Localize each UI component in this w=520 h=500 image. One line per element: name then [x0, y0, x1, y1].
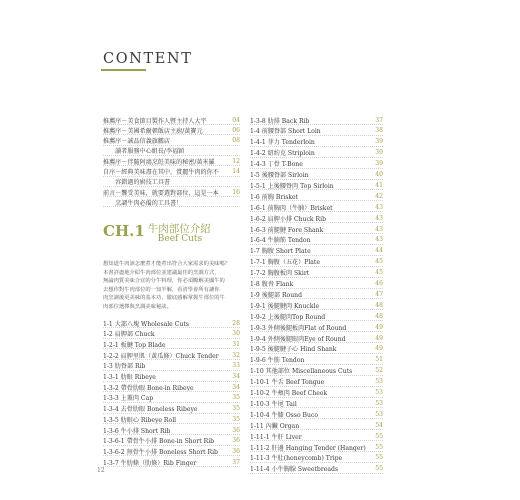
intro-line: 肉烹調後更美味的基本功，徹底感解掌握牛部位的牛	[103, 295, 225, 302]
toc-entry-label: 1-5-1 上後腰脊肉 Top Sirloin	[250, 182, 334, 190]
toc-entry-page: 35	[232, 394, 240, 402]
toc-entry-label: 1-3-3 上蓋肉 Cap	[103, 395, 154, 403]
toc-entry-label: 1-2 肩胛部 Chuck	[103, 331, 155, 339]
toc-row	[250, 246, 383, 256]
toc-entry-page: 31	[232, 340, 240, 348]
toc-row	[250, 170, 383, 180]
toc-entry-page: 47	[375, 290, 383, 298]
toc-entry-label: 1-9-6 牛筋 Tendon	[250, 357, 305, 365]
toc-entry-page: 48	[375, 312, 383, 320]
toc-row	[103, 339, 240, 349]
toc-row	[103, 457, 240, 467]
toc-entry-page: 12	[232, 157, 240, 165]
dotted-separator	[250, 320, 383, 321]
intro-line: 想知道牛肉該怎麼煮才能煮出符合大家需求的美味嗎？	[103, 261, 231, 267]
toc-entry-page: 16	[232, 188, 240, 196]
dotted-separator	[103, 206, 240, 207]
toc-entry-label: 1-7-2 胸腹板肉 Skirt	[250, 270, 310, 278]
chapter-subtitle: Beef Cuts	[157, 234, 203, 245]
toc-entry-page: 52	[375, 367, 383, 375]
toc-entry-page: 43	[375, 236, 383, 244]
toc-entry-page: 54	[375, 421, 383, 429]
toc-entry-label: 1-7-1 胸腹（五花）Plate	[250, 259, 320, 267]
dotted-separator	[250, 255, 383, 256]
toc-entry-label: 前言－饗受美味，就要選對部位，這是一本	[103, 189, 219, 197]
toc-entry-label: 推薦序－誠品信義旗艦店	[103, 138, 171, 146]
toc-row	[250, 126, 383, 136]
chapter-title: 牛肉部位介紹	[147, 223, 211, 235]
intro-line: 本書詳盡地介紹牛肉部位並建議最佳的烹調方式，	[103, 269, 220, 276]
front-matter-list	[103, 115, 240, 207]
toc-entry-label: 1-4-3 丁骨 T-Bone	[250, 161, 303, 169]
toc-row	[250, 235, 383, 245]
toc-entry-label: 1-6-4 牛腩筋 Tendon	[250, 237, 311, 245]
toc-entry-label: 1-9-1 後腿腱肉 Knuckle	[250, 302, 320, 310]
dotted-separator	[103, 466, 240, 467]
toc-entry-page: 45	[375, 258, 383, 266]
toc-entry-page: 04	[232, 116, 240, 124]
toc-row	[103, 446, 240, 456]
toc-entry-page: 38	[375, 127, 383, 135]
toc-row	[103, 329, 240, 339]
toc-row	[250, 159, 383, 169]
dotted-separator	[250, 364, 383, 365]
page-title: CONTENT	[103, 51, 193, 67]
dotted-separator	[250, 429, 383, 430]
toc-entry-label: 1-11-1 牛肝 Liver	[250, 433, 302, 441]
toc-entry-page: 08	[232, 137, 240, 145]
toc-entry-page: 30	[232, 330, 240, 338]
chapter-heading	[103, 224, 211, 244]
toc-entry-page: 28	[232, 319, 240, 327]
toc-row	[103, 414, 240, 424]
dotted-separator	[250, 189, 383, 190]
toc-row	[250, 202, 383, 212]
toc-entry-label: 1-4-1 菲力 Tenderloin	[250, 139, 315, 147]
toc-row	[250, 366, 383, 376]
page-number: 12	[97, 467, 105, 474]
toc-entry-page: 55	[375, 432, 383, 440]
toc-entry-label: 1-9-5 後腿腱子心 Hind Shank	[250, 346, 337, 354]
toc-entry-page: 14	[232, 168, 240, 175]
toc-entry-label: 推薦序－美國希爾頓飯店主廚/黃寶元	[103, 127, 203, 135]
toc-entry-label: 1-3-6-1 帶骨牛小排 Bone-in Short Rib	[103, 438, 215, 446]
toc-entry-page: 36	[232, 426, 240, 434]
intro-line: 去想你對牛肉部位的一知半解，看清學會所有讓你	[103, 286, 220, 293]
toc-entry-label: 1-10-4 牛膝 Osso Buco	[250, 411, 319, 419]
toc-row	[250, 300, 383, 310]
chapter-items-right	[250, 115, 383, 474]
toc-row	[250, 355, 383, 365]
toc-entry-page: 53	[375, 378, 383, 386]
toc-entry-page: 43	[375, 225, 383, 233]
toc-entry-label: 1-3-5 肋眼心 Ribeye Roll	[103, 416, 177, 424]
toc-entry-label: 推薦序－伴隨阿鴻烹飪美味的秘密/黃米羅	[103, 158, 215, 166]
toc-entry-label: 1-3-8 肋排 Back Rib	[250, 117, 310, 125]
dotted-separator	[250, 462, 383, 463]
dotted-separator	[250, 135, 383, 136]
toc-row	[250, 420, 383, 430]
toc-entry-label: 1-3-2 帶骨肋眼 Bone-in Ribeye	[103, 384, 194, 392]
toc-entry-label: 推薦序－美食節目製作人暨主持人大宇	[103, 117, 207, 125]
dotted-separator	[250, 331, 383, 332]
toc-entry-label: 1-2-2 肩胛里肌（黃瓜條）Chuck Tender	[103, 352, 219, 360]
dotted-separator	[250, 168, 383, 169]
toc-entry-label: 1-9-3 外側後腿板肉Flat of Round	[250, 324, 347, 332]
toc-entry-label: 1-4-2 紐約克 Striploin	[250, 150, 315, 158]
chapter-title-block	[148, 224, 211, 244]
dotted-separator	[250, 440, 383, 441]
toc-entry-page: 45	[375, 269, 383, 277]
toc-row	[250, 224, 383, 234]
toc-entry-label: 1-4 前腰脊部 Short Loin	[250, 128, 321, 136]
dotted-separator	[250, 233, 383, 234]
toc-entry-label: 1-3-6 牛小排 Short Rib	[103, 427, 171, 435]
dotted-separator	[250, 407, 383, 408]
toc-entry-label: 1-6 前胸 Brisket	[250, 193, 299, 201]
toc-entry-label: 1-11-3 牛肚(honeycomb) Tripe	[250, 455, 343, 463]
toc-entry-page: 51	[375, 356, 383, 364]
toc-row	[103, 125, 240, 135]
toc-entry-label: 1-9-2 上後腿肉Top Round	[250, 313, 326, 321]
toc-row	[103, 167, 240, 177]
toc-entry-page: 37	[375, 116, 383, 124]
toc-entry-label: 自序－經典美味盡在其中，賞麗牛肉的你不	[103, 169, 219, 176]
toc-row	[250, 464, 383, 474]
toc-entry-label: 1-11-2 肝邊 Hanging Tender (Hanger)	[250, 444, 366, 452]
intro-line: 無論肉質美味合宜的分牛料理，你必須瞭解美國牛的	[103, 278, 225, 285]
toc-row	[250, 137, 383, 147]
toc-entry-label: 1-3-7 牛肋條（肋條）Rib Finger	[103, 459, 197, 467]
toc-entry-page: 55	[375, 443, 383, 451]
toc-entry-page: 49	[375, 323, 383, 331]
dotted-separator	[250, 473, 383, 474]
toc-entry-page: 40	[375, 171, 383, 178]
toc-row	[103, 404, 240, 414]
toc-entry-page: 43	[375, 203, 383, 211]
toc-entry-label: 1-3 肋脊部 Rib	[103, 363, 146, 371]
toc-entry-page: 35	[232, 405, 240, 413]
toc-row	[250, 377, 383, 387]
toc-entry-label: 1-6-3 前腿腱 Fore Shank	[250, 226, 324, 234]
toc-entry-label: 容錯過的廚技工具書	[103, 179, 171, 187]
toc-entry-page: 46	[375, 280, 383, 287]
toc-entry-label: 1-10-1 牛舌 Beef Tongue	[250, 379, 325, 387]
toc-row	[103, 318, 240, 328]
toc-entry-label: 1-10 其他部位 Miscellaneous Cuts	[250, 368, 353, 376]
toc-row	[103, 350, 240, 360]
dotted-separator	[250, 418, 383, 419]
toc-row	[103, 436, 240, 446]
dotted-separator	[250, 309, 383, 310]
toc-row	[250, 442, 383, 452]
toc-entry-label: 1-3-1 肋眼 Ribeye	[103, 374, 156, 381]
toc-row	[250, 180, 383, 190]
title-underline	[101, 69, 146, 71]
toc-row	[250, 257, 383, 267]
dotted-separator	[250, 375, 383, 376]
toc-entry-page: 36	[232, 437, 240, 445]
dotted-separator	[250, 342, 383, 343]
toc-row	[250, 191, 383, 201]
toc-entry-label: 讀者服務中心組長/李福穎	[103, 148, 185, 156]
dotted-separator	[250, 397, 383, 398]
toc-row	[103, 187, 240, 197]
toc-entry-page: 37	[232, 458, 240, 466]
dotted-separator	[250, 288, 383, 289]
toc-entry-label: 1-6-2 肩胛小排 Chuck Rib	[250, 215, 326, 223]
toc-row	[250, 115, 383, 125]
toc-entry-page: 06	[232, 126, 240, 134]
toc-entry-page: 43	[375, 214, 383, 222]
toc-entry-page: 36	[232, 447, 240, 455]
dotted-separator	[250, 386, 383, 387]
toc-entry-page: 39	[375, 138, 383, 146]
toc-entry-label: 1-6-1 前胸肉（牛腩）Brisket	[250, 204, 333, 212]
toc-row	[250, 344, 383, 354]
toc-entry-label: 烹調牛肉必備的工具書！	[103, 199, 183, 207]
toc-row	[103, 115, 240, 125]
dotted-separator	[250, 200, 383, 201]
intro-line: 肉部位選擇與烹調美味秘訣。	[103, 303, 172, 310]
toc-entry-page: 49	[375, 334, 383, 342]
toc-entry-page: 55	[375, 454, 383, 462]
toc-entry-page: 55	[375, 465, 383, 473]
toc-row	[250, 388, 383, 398]
toc-row	[103, 382, 240, 392]
toc-entry-page: 33	[232, 362, 240, 370]
toc-entry-label: 1-9-4 外側後腿眼肉Eye of Round	[250, 335, 346, 343]
dotted-separator	[250, 277, 383, 278]
toc-row	[250, 398, 383, 408]
toc-entry-label: 1-2-1 板腱 Top Blade	[103, 341, 166, 349]
toc-entry-label: 1-3-6-2 無骨牛小排 Boneless Short Rib	[103, 448, 218, 456]
dotted-separator	[250, 146, 383, 147]
toc-row	[103, 197, 240, 207]
toc-row	[250, 268, 383, 278]
dotted-separator	[250, 222, 383, 223]
toc-row	[250, 279, 383, 289]
toc-row	[250, 333, 383, 343]
dotted-separator	[250, 298, 383, 299]
toc-entry-label: 1-11 內臟 Organ	[250, 422, 300, 430]
toc-row	[103, 177, 240, 187]
toc-entry-label: 1-5 後腰脊部 Sirloin	[250, 172, 309, 179]
toc-entry-page: 41	[375, 181, 383, 189]
chapter-intro	[103, 260, 240, 312]
toc-row	[103, 425, 240, 435]
toc-entry-label: 1-8 腹脅 Flank	[250, 281, 294, 288]
toc-entry-page: 53	[375, 399, 383, 407]
toc-entry-page: 34	[232, 383, 240, 391]
chapter-number: CH.1	[103, 222, 145, 240]
toc-entry-page: 39	[375, 149, 383, 157]
toc-entry-label: 1-1 大部八塊 Wholesale Cuts	[103, 320, 189, 328]
dotted-separator	[250, 451, 383, 452]
toc-row	[250, 311, 383, 321]
toc-row	[250, 213, 383, 223]
toc-row	[250, 322, 383, 332]
toc-entry-page: 42	[375, 192, 383, 200]
toc-entry-label: 1-10-2 牛頰肉 Beef Cheek	[250, 390, 328, 397]
toc-row	[103, 372, 240, 382]
toc-row	[103, 136, 240, 146]
toc-entry-page: 44	[375, 247, 383, 255]
dotted-separator	[250, 244, 383, 245]
dotted-separator	[250, 211, 383, 212]
dotted-separator	[250, 124, 383, 125]
toc-entry-page: 53	[375, 389, 383, 396]
toc-row	[103, 393, 240, 403]
toc-row	[103, 156, 240, 166]
toc-row	[250, 289, 383, 299]
dotted-separator	[250, 179, 383, 180]
toc-row	[250, 453, 383, 463]
toc-row	[250, 431, 383, 441]
toc-entry-page: 48	[375, 301, 383, 309]
toc-entry-label: 1-3-4 去骨肋眼 Boneless Ribeye	[103, 406, 198, 414]
toc-entry-page: 35	[232, 415, 240, 423]
toc-entry-label: 1-7 胸腹 Short Plate	[250, 248, 311, 256]
toc-row	[103, 361, 240, 371]
dotted-separator	[250, 266, 383, 267]
toc-row	[250, 409, 383, 419]
chapter-items-left	[103, 318, 240, 468]
dotted-separator	[250, 157, 383, 158]
toc-entry-label: 1-11-4 小牛胸腺 Sweetbreads	[250, 466, 339, 474]
toc-entry-label: 1-9 後腿部 Round	[250, 291, 302, 299]
toc-row	[250, 148, 383, 158]
toc-entry-page: 32	[232, 351, 240, 359]
toc-entry-label: 1-10-3 牛尾 Tail	[250, 400, 297, 408]
toc-entry-page: 34	[232, 373, 240, 380]
toc-entry-page: 53	[375, 410, 383, 418]
toc-entry-page: 39	[375, 160, 383, 168]
toc-row	[103, 146, 240, 156]
toc-entry-page: 49	[375, 345, 383, 353]
dotted-separator	[250, 353, 383, 354]
